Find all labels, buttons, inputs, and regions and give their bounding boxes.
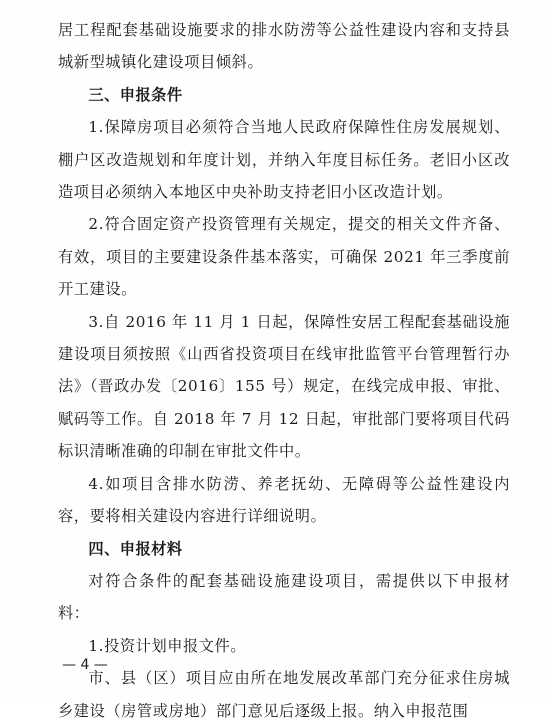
material-item-1: 1.投资计划申报文件。	[88, 636, 247, 655]
condition-item-1: 1.保障房项目必须符合当地人民政府保障性住房发展规划、棚户区改造规划和年度计划，并纳入年度目标任务。老旧小区改造项目必须纳入本地区中央补助支持老旧小区改造计划。	[58, 118, 510, 202]
condition-item-2: 2.符合固定资产投资管理有关规定，提交的相关文件齐备、有效，项目的主要建设条件基本落实，可确保 2021 年三季度前开工建设。	[58, 215, 510, 299]
condition-item-4: 4.如项目含排水防涝、养老抚幼、无障碍等公益性建设内容，要将相关建设内容进行详细说明。	[58, 474, 510, 526]
paragraph-continuation: 居工程配套基础设施要求的排水防涝等公益性建设内容和支持县城新型城镇化建设项目倾斜。	[58, 21, 510, 72]
material-item-1-detail: 市、县（区）项目应由所在地发展改革部门充分征求住房城乡建设（房管或房地）部门意见后逐级上报。纳入申报范围	[58, 669, 510, 720]
document-body	[58, 14, 510, 727]
page-number: — 4 —	[62, 657, 108, 673]
section-heading-materials: 四、申报材料	[88, 539, 183, 558]
materials-intro: 对符合条件的配套基础设施建设项目，需提供以下申报材料：	[58, 571, 510, 623]
condition-item-3: 3.自 2016 年 11 月 1 日起，保障性安居工程配套基础设施建设项目须按照《山西省投资项目在线审批监管平台管理暂行办法》（晋政办发〔2016〕155 号）规定，在线完成申报、审批、赋码等工作。自 2018 年 7 月 12 日起，审批部门要将项目代码标识清晰准确的印制在审批文件中。	[58, 312, 510, 461]
section-heading-conditions: 三、申报条件	[88, 85, 183, 104]
